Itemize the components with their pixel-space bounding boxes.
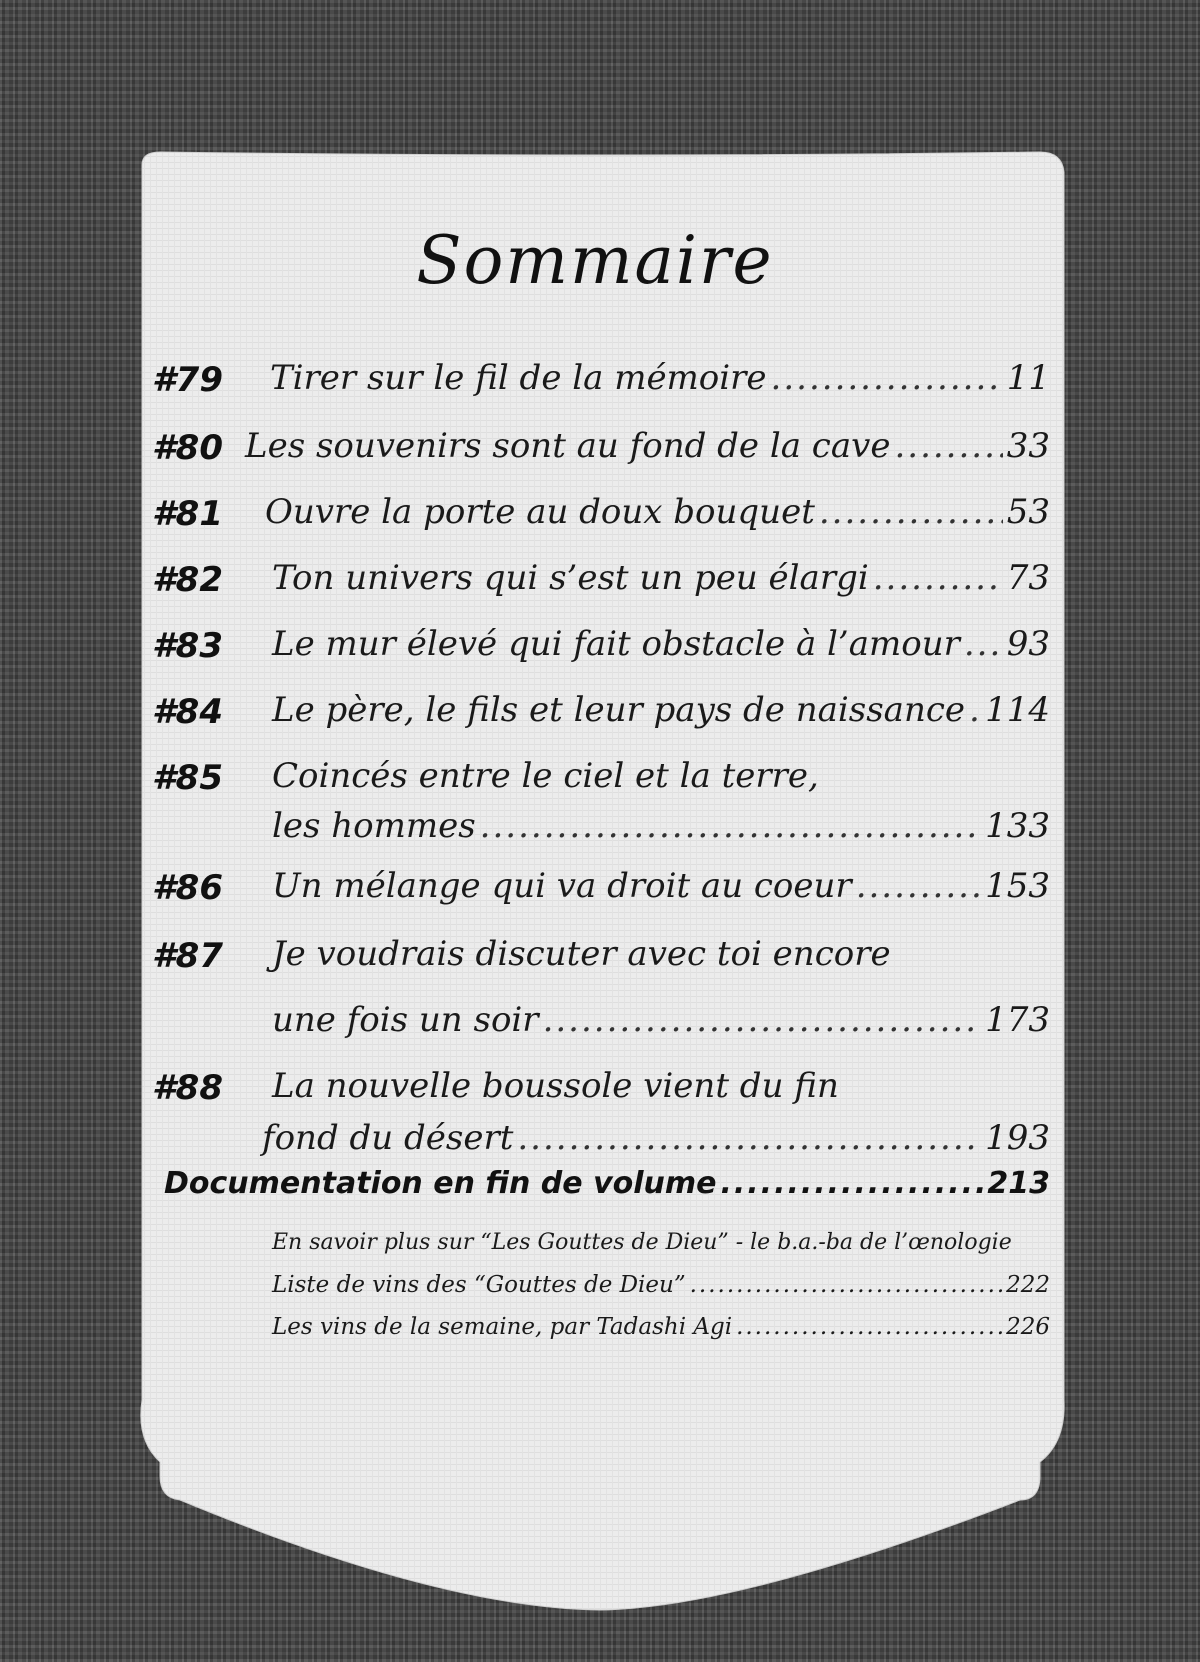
chapter-title-cont: fond du désert bbox=[262, 1118, 514, 1158]
leader-dots bbox=[964, 624, 1003, 664]
leader-dots bbox=[720, 1166, 983, 1201]
page-number: 226 bbox=[1006, 1314, 1050, 1340]
toc-entry-line1[interactable] bbox=[272, 934, 891, 974]
chapter-title-cont: une fois un soir bbox=[272, 1000, 539, 1040]
chapter-number: #88 bbox=[152, 1068, 223, 1108]
toc-entry[interactable] bbox=[270, 358, 1050, 398]
leader-dots bbox=[856, 866, 981, 906]
chapter-title: La nouvelle boussole vient du fin bbox=[272, 1066, 839, 1106]
page-number: 33 bbox=[1006, 426, 1050, 466]
leader-dots bbox=[690, 1272, 1002, 1298]
toc-entry-line2[interactable] bbox=[272, 1000, 1050, 1040]
page-number: 213 bbox=[987, 1166, 1050, 1201]
leader-dots bbox=[969, 690, 981, 730]
chapter-number: #84 bbox=[152, 692, 223, 732]
page-number: 73 bbox=[1006, 558, 1050, 598]
chapter-number: #87 bbox=[152, 936, 223, 976]
chapter-number: #82 bbox=[152, 560, 223, 600]
documentation-entry[interactable] bbox=[164, 1166, 1050, 1201]
chapter-title: Ton univers qui s’est un peu élargi bbox=[272, 558, 869, 598]
chapter-number: #79 bbox=[152, 360, 223, 400]
documentation-item-label: Les vins de la semaine, par Tadashi Agi bbox=[272, 1314, 733, 1340]
chapter-title: Le père, le fils et leur pays de naissance bbox=[272, 690, 965, 730]
page-number: 173 bbox=[985, 1000, 1050, 1040]
leader-dots bbox=[517, 1118, 981, 1158]
chapter-title-cont: les hommes bbox=[272, 806, 476, 846]
toc-entry-line2[interactable] bbox=[262, 1118, 1050, 1158]
toc-entry[interactable] bbox=[272, 558, 1050, 598]
page-number: 114 bbox=[985, 690, 1050, 730]
chapter-title: Les souvenirs sont au fond de la cave bbox=[245, 426, 891, 466]
page-number: 53 bbox=[1006, 492, 1050, 532]
leader-dots bbox=[873, 558, 1003, 598]
leader-dots bbox=[771, 358, 1003, 398]
chapter-title: Coincés entre le ciel et la terre, bbox=[272, 756, 819, 796]
page-number: 222 bbox=[1006, 1272, 1050, 1298]
toc-entry[interactable] bbox=[272, 866, 1050, 906]
documentation-item-label: En savoir plus sur “Les Gouttes de Dieu” - le b.a.-ba de l’œnologie bbox=[272, 1230, 1012, 1255]
toc-entry-line2[interactable] bbox=[272, 806, 1050, 846]
leader-dots bbox=[894, 426, 1002, 466]
page-number: 133 bbox=[985, 806, 1050, 846]
documentation-item[interactable] bbox=[272, 1272, 1050, 1298]
documentation-item[interactable] bbox=[272, 1230, 1012, 1255]
page-number: 93 bbox=[1006, 624, 1050, 664]
leader-dots bbox=[480, 806, 981, 846]
chapter-number: #83 bbox=[152, 626, 223, 666]
chapter-number: #86 bbox=[152, 868, 223, 908]
leader-dots bbox=[736, 1314, 1002, 1340]
toc-entry[interactable] bbox=[265, 492, 1050, 532]
page-number: 153 bbox=[985, 866, 1050, 906]
chapter-number: #85 bbox=[152, 758, 223, 798]
page-number: 11 bbox=[1006, 358, 1050, 398]
documentation-item[interactable] bbox=[272, 1314, 1050, 1340]
toc-entry-line1[interactable] bbox=[272, 756, 819, 796]
documentation-item-label: Liste de vins des “Gouttes de Dieu” bbox=[272, 1272, 686, 1298]
chapter-title: Je voudrais discuter avec toi encore bbox=[272, 934, 891, 974]
leader-dots bbox=[543, 1000, 982, 1040]
chapter-title: Ouvre la porte au doux bouquet bbox=[265, 492, 815, 532]
chapter-title: Tirer sur le fil de la mémoire bbox=[270, 358, 767, 398]
page-title: Sommaire bbox=[416, 222, 774, 299]
chapter-number: #81 bbox=[152, 494, 223, 534]
documentation-label: Documentation en fin de volume bbox=[164, 1166, 717, 1201]
toc-entry-line1[interactable] bbox=[272, 1066, 839, 1106]
chapter-number: #80 bbox=[152, 428, 223, 468]
toc-entry[interactable] bbox=[272, 690, 1050, 730]
chapter-title: Un mélange qui va droit au coeur bbox=[272, 866, 852, 906]
leader-dots bbox=[819, 492, 1003, 532]
page-number: 193 bbox=[985, 1118, 1050, 1158]
toc-entry[interactable] bbox=[245, 426, 1050, 466]
toc-entry[interactable] bbox=[272, 624, 1050, 664]
chapter-title: Le mur élevé qui fait obstacle à l’amour bbox=[272, 624, 960, 664]
